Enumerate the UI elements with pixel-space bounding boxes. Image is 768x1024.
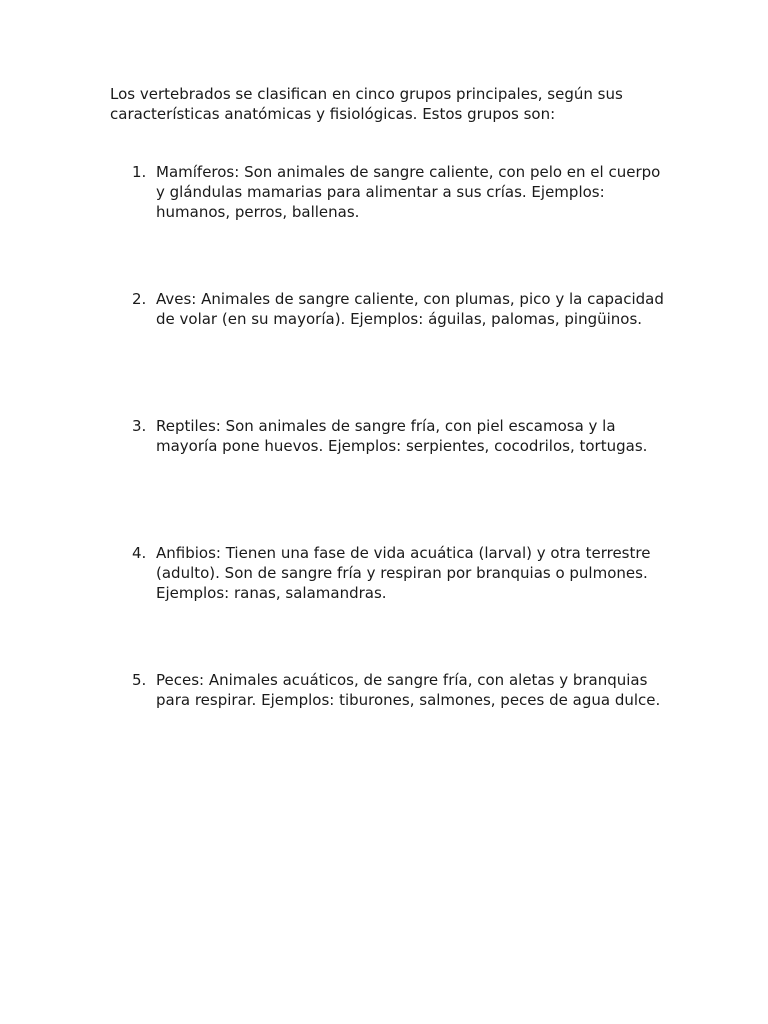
- list-item-number: 2.: [132, 290, 147, 308]
- list-item-text: Peces: Animales acuáticos, de sangre fría, con aletas y branquias para respirar. Ejemplos: tiburones, salmones, peces de agua dulce.: [156, 671, 661, 709]
- list-item-number: 1.: [132, 163, 147, 181]
- list-item-number: 4.: [132, 544, 147, 562]
- vertebrate-groups-list: [110, 162, 670, 797]
- list-item: [110, 289, 670, 349]
- list-item-text: Mamíferos: Son animales de sangre caliente, con pelo en el cuerpo y glándulas mamarias para alimentar a sus crías. Ejemplos: humanos, perros, ballenas.: [156, 163, 661, 221]
- list-item-number: 5.: [132, 671, 147, 689]
- intro-paragraph: Los vertebrados se clasifican en cinco grupos principales, según sus características anatómicas y fisiológicas. Estos grupos son:: [110, 85, 623, 123]
- list-item-text: Anfibios: Tienen una fase de vida acuática (larval) y otra terrestre (adulto). Son de sangre fría y respiran por branquias o pulmones. Ejemplos: ranas, salamandras.: [156, 544, 651, 602]
- list-item-number: 3.: [132, 417, 147, 435]
- list-item: [110, 543, 670, 603]
- list-item-text: Reptiles: Son animales de sangre fría, con piel escamosa y la mayoría pone huevos. Ejemplos: serpientes, cocodrilos, tortugas.: [156, 417, 648, 455]
- list-item: [110, 670, 670, 730]
- list-item: [110, 162, 670, 222]
- list-item-text: Aves: Animales de sangre caliente, con plumas, pico y la capacidad de volar (en su mayoría). Ejemplos: águilas, palomas, pingüinos.: [156, 290, 664, 328]
- list-item: [110, 416, 670, 476]
